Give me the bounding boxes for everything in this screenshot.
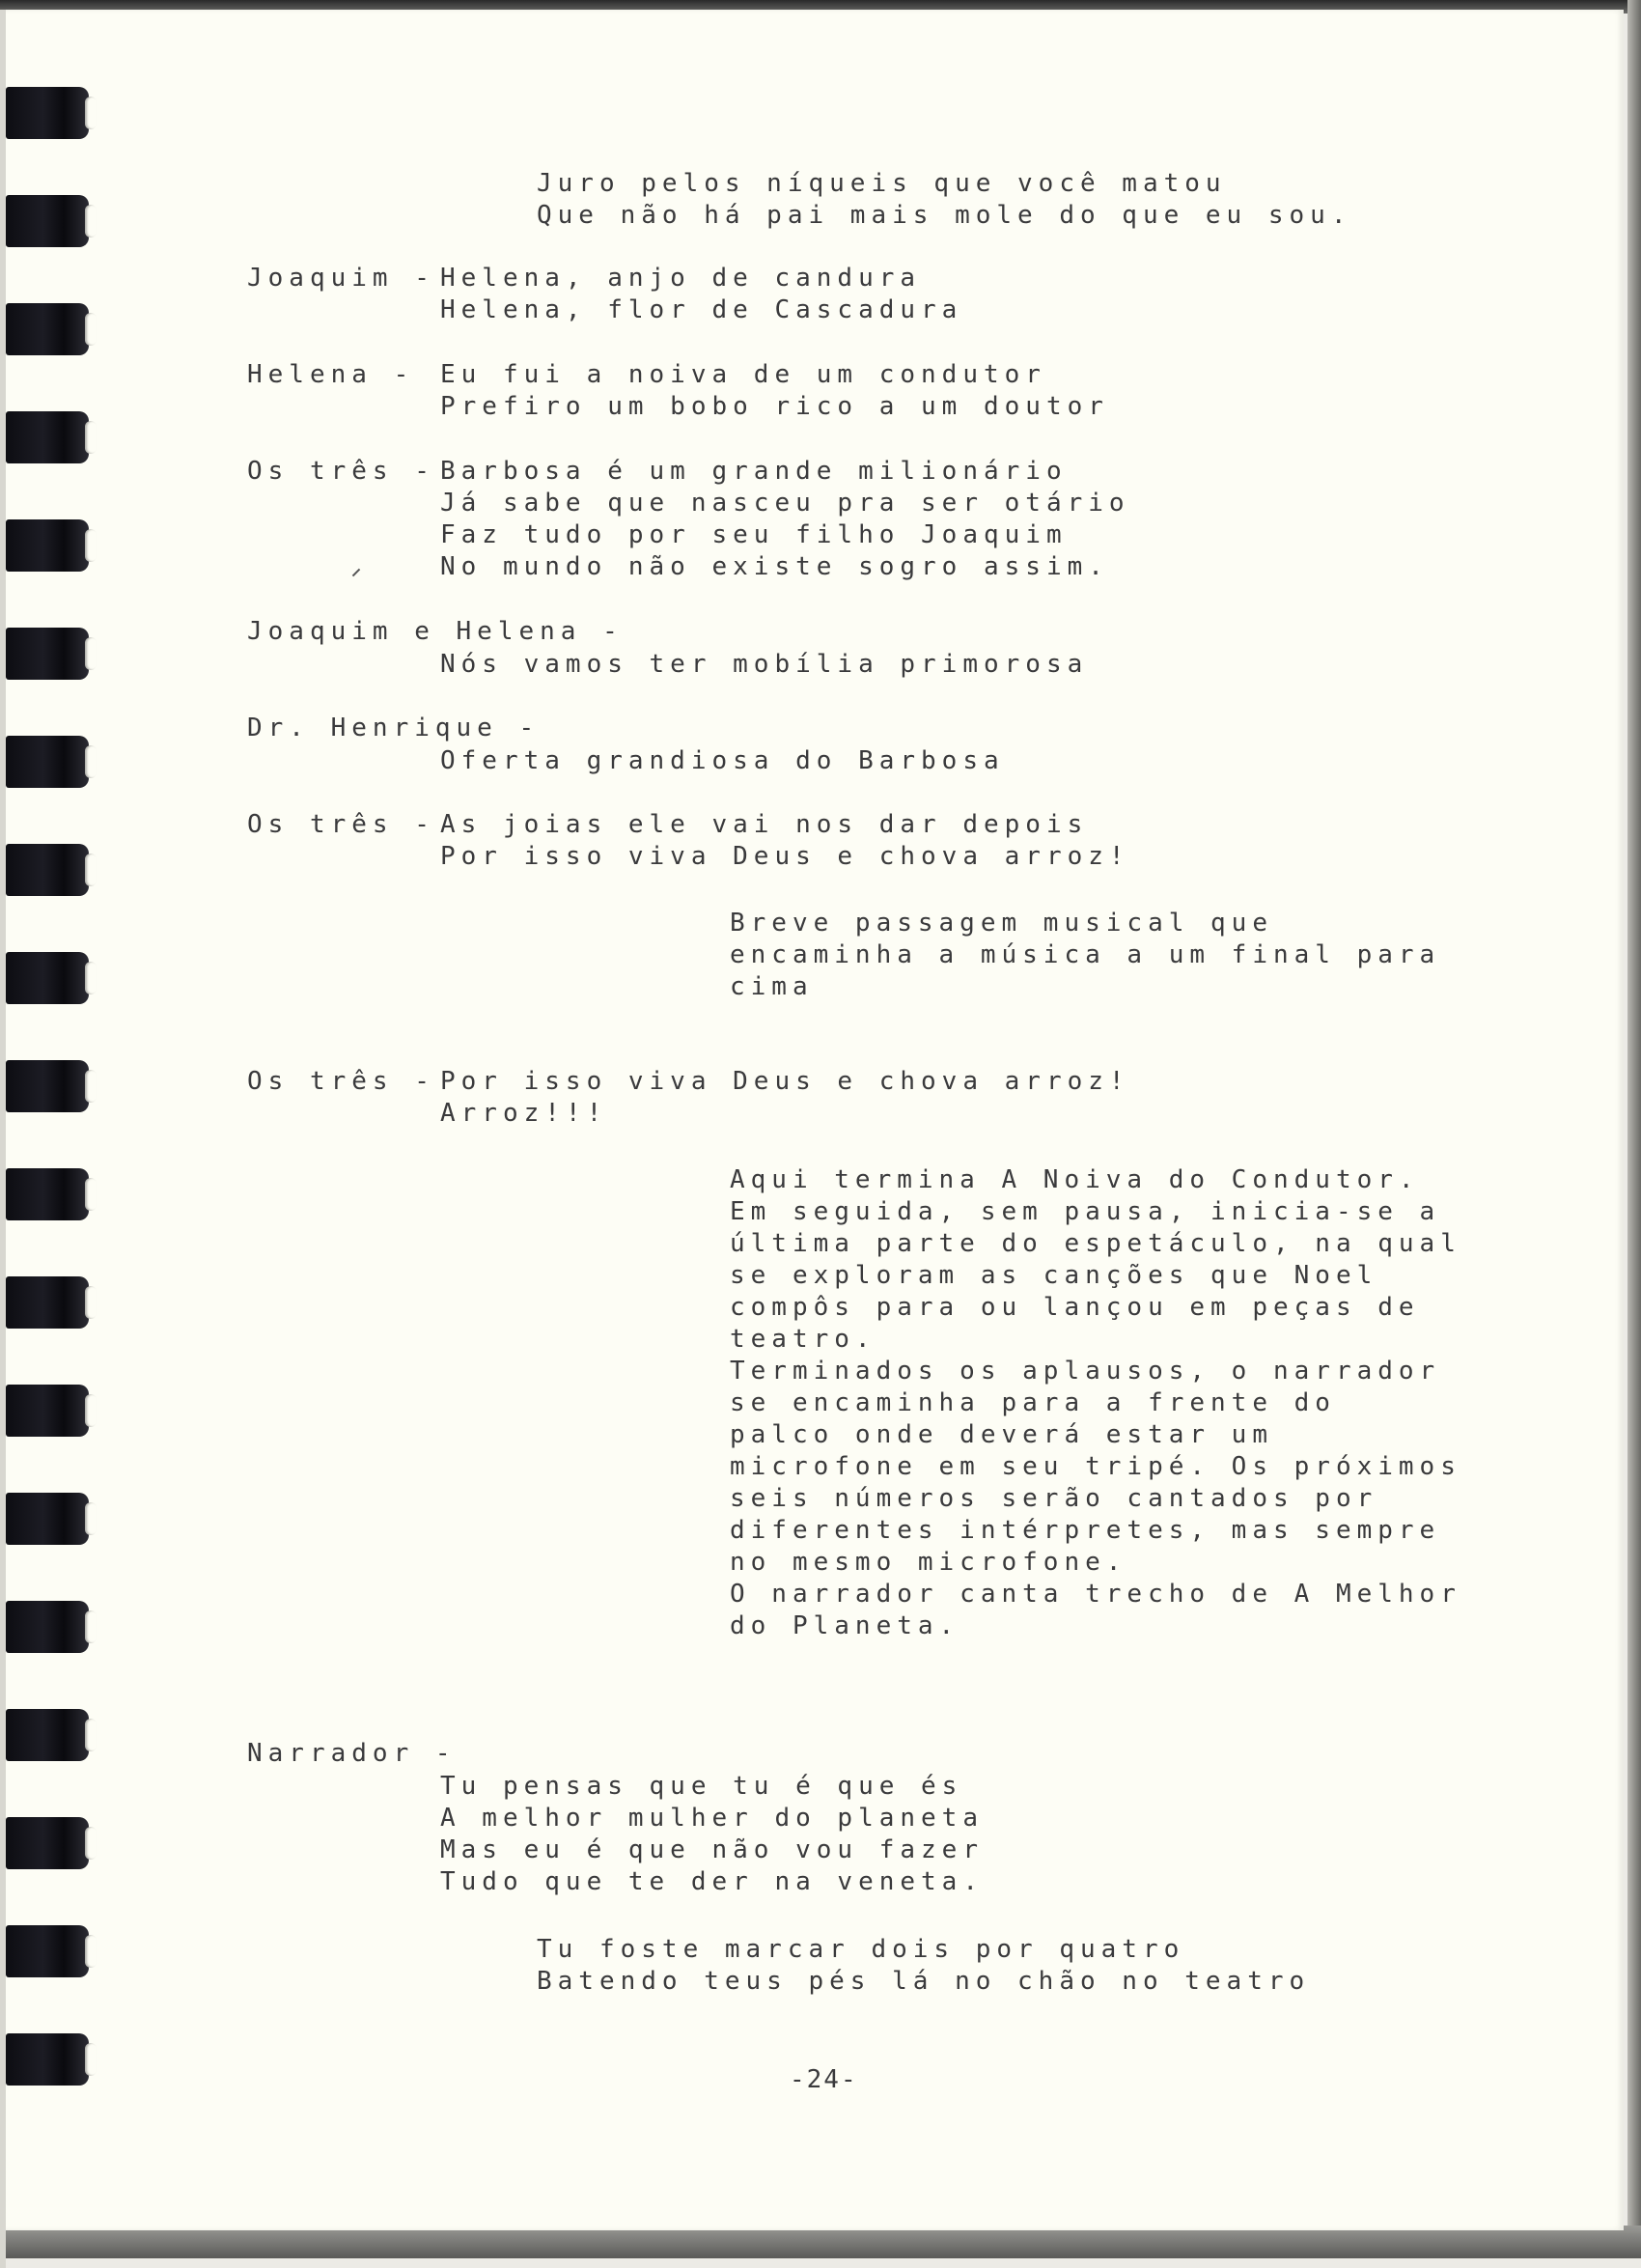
lyric-line: As joias ele vai nos dar depois bbox=[440, 810, 1089, 839]
binding-ring bbox=[6, 519, 89, 572]
binding-ring bbox=[6, 952, 89, 1004]
lyric-line: Juro pelos níqueis que você matou bbox=[537, 169, 1227, 198]
lyric-line: Arroz!!! bbox=[440, 1099, 608, 1128]
lyric-line: Por isso viva Deus e chova arroz! bbox=[440, 842, 1130, 871]
speaker-label: Joaquim - bbox=[247, 264, 435, 293]
binding-ring bbox=[6, 1168, 89, 1220]
speaker-label: Dr. Henrique - bbox=[247, 714, 541, 742]
stage-direction: Aqui termina A Noiva do Condutor. Em seguida, sem pausa, inicia-se a última parte do espetáculo, na qual se exploram as canções que Noel compôs para ou lançou em peças de teatro. Terminados os aplausos, o narrador se encaminha para a frente do palco onde deverá estar um microfone em seu tripé. Os próximos seis números serão cantados por diferentes intérpretes, mas sempre no mesmo microfone. O narrador canta trecho de A Melhor do Planeta. bbox=[730, 1165, 1461, 1640]
lyric-line: Batendo teus pés lá no chão no teatro bbox=[537, 1967, 1311, 1996]
scan-bottom-edge bbox=[0, 2226, 1641, 2258]
lyric-line: Oferta grandiosa do Barbosa bbox=[440, 746, 1005, 775]
binding-ring bbox=[6, 736, 89, 788]
binding-ring bbox=[6, 195, 89, 247]
lyric-line: No mundo não existe sogro assim. bbox=[440, 552, 1109, 581]
binding-ring bbox=[6, 1817, 89, 1869]
binding-ring bbox=[6, 1385, 89, 1437]
lyric-line: A melhor mulher do planeta bbox=[440, 1804, 984, 1833]
binding-ring bbox=[6, 1601, 89, 1653]
binding-ring bbox=[6, 844, 89, 896]
speaker-label: Narrador - bbox=[247, 1739, 457, 1768]
stray-pen-mark bbox=[352, 569, 360, 576]
lyric-line: Tudo que te der na veneta. bbox=[440, 1867, 984, 1896]
lyric-line: Eu fui a noiva de um condutor bbox=[440, 360, 1046, 389]
lyric-line: Prefiro um bobo rico a um doutor bbox=[440, 392, 1109, 421]
spiral-binding bbox=[0, 10, 106, 2268]
lyric-line: Já sabe que nasceu pra ser otário bbox=[440, 489, 1130, 518]
binding-ring bbox=[6, 303, 89, 355]
binding-ring bbox=[6, 628, 89, 680]
lyric-line: Nós vamos ter mobília primorosa bbox=[440, 650, 1089, 679]
scan-right-edge bbox=[1627, 0, 1641, 2258]
lyric-line: Tu pensas que tu é que és bbox=[440, 1772, 963, 1801]
binding-ring bbox=[6, 1060, 89, 1112]
binding-ring bbox=[6, 1276, 89, 1329]
speaker-label: Helena - bbox=[247, 360, 415, 389]
binding-ring bbox=[6, 1925, 89, 1977]
document-page bbox=[0, 10, 1624, 2230]
speaker-label: Os três - bbox=[247, 1067, 435, 1096]
lyric-line: Por isso viva Deus e chova arroz! bbox=[440, 1067, 1130, 1096]
binding-ring bbox=[6, 411, 89, 463]
lyric-line: Que não há pai mais mole do que eu sou. bbox=[537, 201, 1352, 230]
lyric-line: Faz tudo por seu filho Joaquim bbox=[440, 520, 1068, 549]
lyric-line: Barbosa é um grande milionário bbox=[440, 457, 1068, 486]
lyric-line: Tu foste marcar dois por quatro bbox=[537, 1935, 1185, 1964]
speaker-label: Joaquim e Helena - bbox=[247, 617, 624, 646]
binding-ring bbox=[6, 87, 89, 139]
stage-direction: Breve passagem musical que encaminha a música a um final para cima bbox=[730, 909, 1441, 1001]
lyric-line: Helena, anjo de candura bbox=[440, 264, 922, 293]
lyric-line: Mas eu é que não vou fazer bbox=[440, 1835, 984, 1864]
speaker-label: Os três - bbox=[247, 457, 435, 486]
binding-ring bbox=[6, 1493, 89, 1545]
binding-ring bbox=[6, 1709, 89, 1761]
speaker-label: Os três - bbox=[247, 810, 435, 839]
lyric-line: Helena, flor de Cascadura bbox=[440, 295, 963, 324]
page-number: -24- bbox=[790, 2065, 858, 2094]
binding-ring bbox=[6, 2033, 89, 2086]
